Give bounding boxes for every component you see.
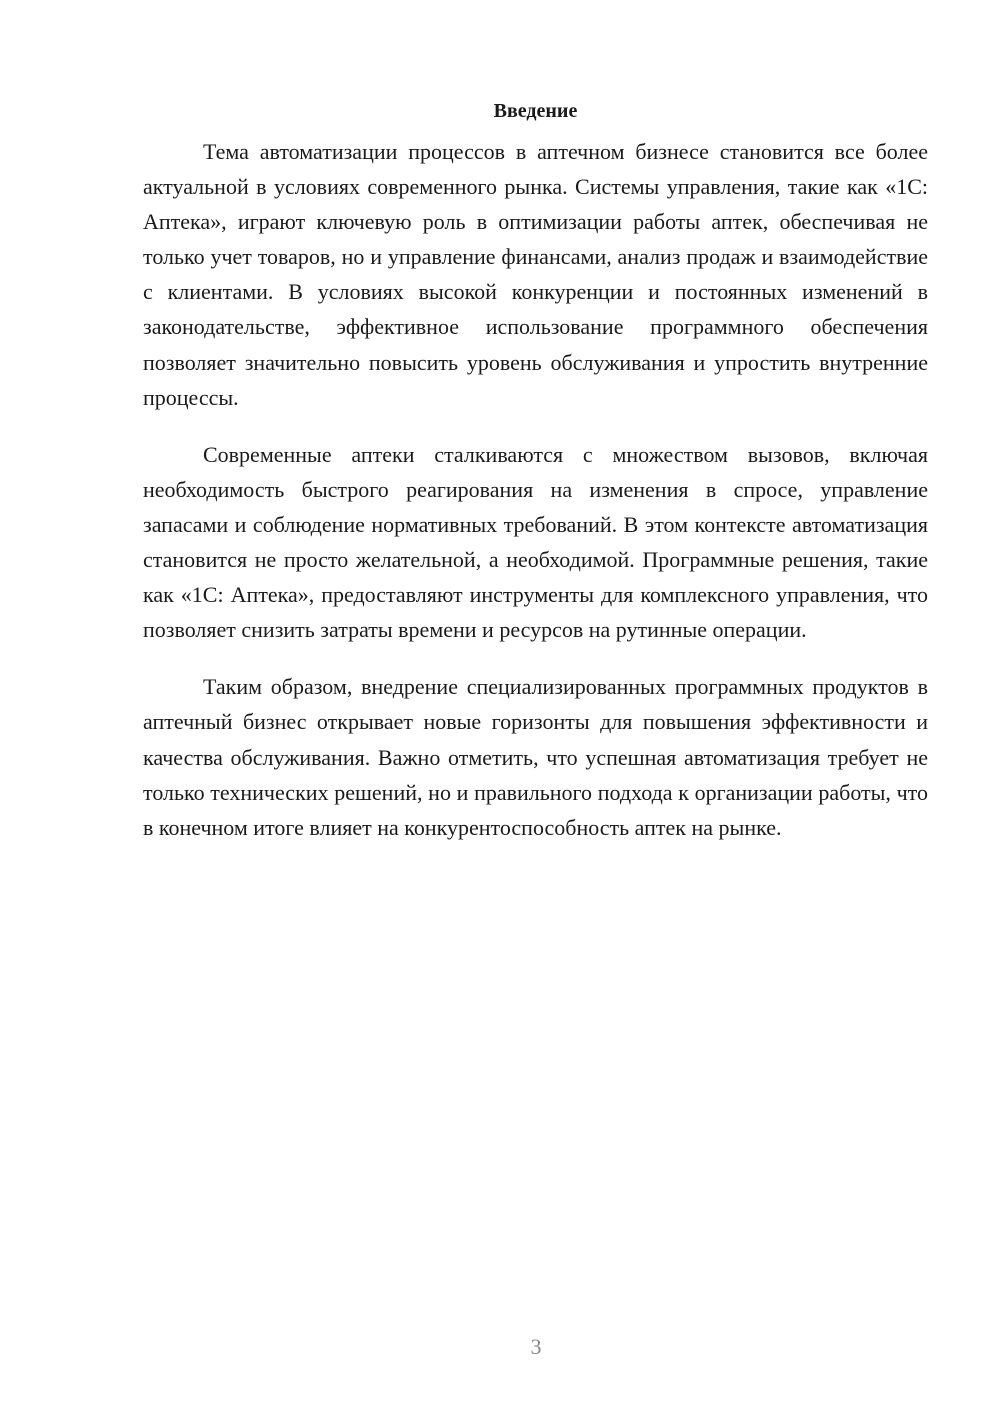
- page-number: 3: [530, 1334, 542, 1359]
- paragraph-3: Таким образом, внедрение специализированных программных продуктов в аптечный бизнес открывает новые горизонты для повышения эффективности и качества обслуживания. Важно отметить, что успешная автоматизация требует не только технических решений, но и правильного подхода к организации работы, что в конечном итоге влияет на конкурентоспособность аптек на рынке.: [143, 674, 928, 840]
- page-content: [143, 96, 928, 845]
- paragraph-1: Тема автоматизации процессов в аптечном бизнесе становится все более актуальной в условиях современного рынка. Системы управления, такие как «1С: Аптека», играют ключевую роль в оптимизации работы аптек, обеспечивая не только учет товаров, но и управление финансами, анализ продаж и взаимодействие с клиентами. В условиях высокой конкуренции и постоянных изменений в законодательстве, эффективное использование программного обеспечения позволяет значительно повысить уровень обслуживания и упростить внутренние процессы.: [143, 139, 928, 410]
- paragraph-2: Современные аптеки сталкиваются с множеством вызовов, включая необходимость быстрого реагирования на изменения в спросе, управление запасами и соблюдение нормативных требований. В этом контексте автоматизация становится не просто желательной, а необходимой. Программные решения, такие как «1С: Аптека», предоставляют инструменты для комплексного управления, что позволяет снизить затраты времени и ресурсов на рутинные операции.: [143, 441, 928, 643]
- section-heading: Введение: [493, 100, 578, 122]
